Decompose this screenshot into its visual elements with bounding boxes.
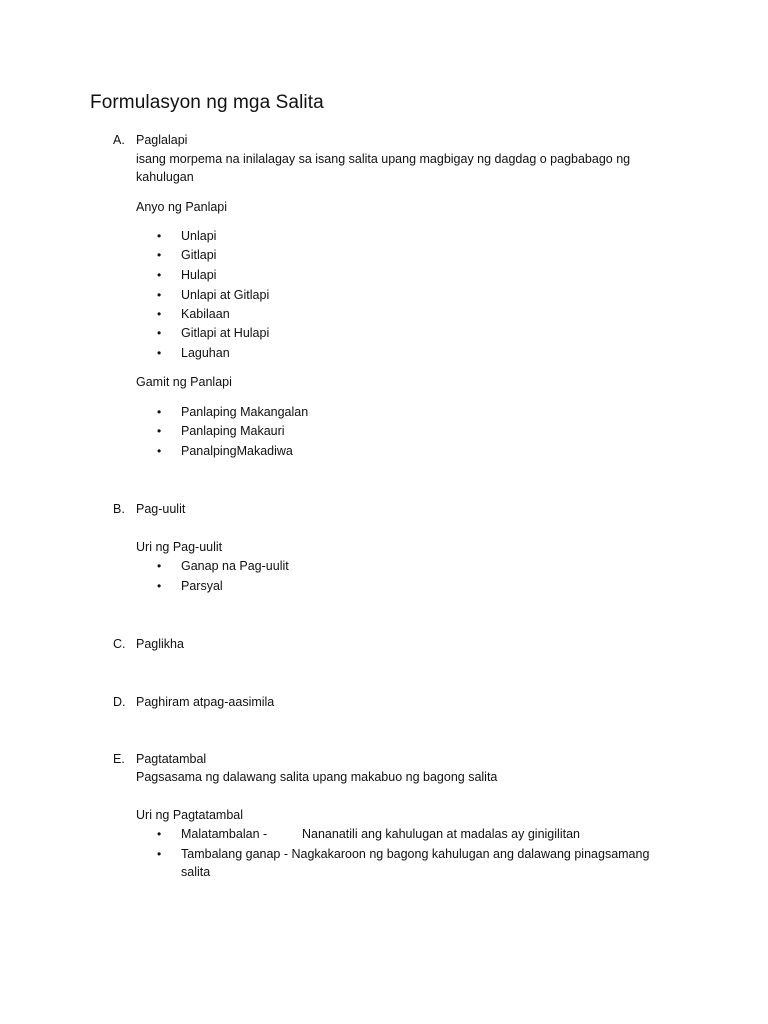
section-a-letter: A.	[113, 133, 125, 147]
list-item-description: Nananatili ang kahulugan at madalas ay ginigilitan	[302, 827, 580, 841]
list-item-term: Malatambalan -	[181, 827, 268, 841]
list-item: Gitlapi	[181, 248, 217, 262]
bullet-icon: •	[157, 248, 162, 262]
list-item-line2: salita	[181, 865, 211, 879]
list-item: PanalpingMakadiwa	[181, 444, 293, 458]
uri-pagtatambal-heading: Uri ng Pagtatambal	[136, 808, 244, 822]
section-c-letter: C.	[113, 637, 126, 651]
list-item: Laguhan	[181, 346, 230, 360]
bullet-icon: •	[157, 229, 162, 243]
bullet-icon: •	[157, 307, 162, 321]
uri-pag-uulit-heading: Uri ng Pag-uulit	[136, 540, 223, 554]
section-b-letter: B.	[113, 502, 125, 516]
document-title: Formulasyon ng mga Salita	[90, 92, 324, 113]
section-e-heading: Pagtatambal	[136, 752, 207, 766]
list-item: Parsyal	[181, 579, 223, 593]
section-a-definition-line1: isang morpema na inilalagay sa isang salita upang magbigay ng dagdag o pagbabago ng	[136, 152, 631, 166]
list-item: Panlaping Makauri	[181, 424, 285, 438]
section-e-definition: Pagsasama ng dalawang salita upang makabuo ng bagong salita	[136, 770, 498, 784]
list-item: Gitlapi at Hulapi	[181, 326, 270, 340]
list-item: Hulapi	[181, 268, 217, 282]
section-d-letter: D.	[113, 695, 126, 709]
section-c-heading: Paglikha	[136, 637, 184, 651]
section-a-definition-line2: kahulugan	[136, 170, 194, 184]
bullet-icon: •	[157, 346, 162, 360]
bullet-icon: •	[157, 444, 162, 458]
anyo-heading: Anyo ng Panlapi	[136, 200, 228, 214]
list-item: Unlapi at Gitlapi	[181, 288, 270, 302]
list-item: Ganap na Pag-uulit	[181, 559, 289, 573]
section-b-heading: Pag-uulit	[136, 502, 186, 516]
list-item: Panlaping Makangalan	[181, 405, 309, 419]
bullet-icon: •	[157, 559, 162, 573]
list-item: Kabilaan	[181, 307, 230, 321]
bullet-icon: •	[157, 579, 162, 593]
section-e-letter: E.	[113, 752, 125, 766]
bullet-icon: •	[157, 827, 162, 841]
bullet-icon: •	[157, 424, 162, 438]
bullet-icon: •	[157, 405, 162, 419]
bullet-icon: •	[157, 326, 162, 340]
bullet-icon: •	[157, 268, 162, 282]
gamit-heading: Gamit ng Panlapi	[136, 375, 232, 389]
bullet-icon: •	[157, 847, 162, 861]
list-item-line1: Tambalang ganap - Nagkakaroon ng bagong kahulugan ang dalawang pinagsamang	[181, 847, 650, 861]
list-item: Unlapi	[181, 229, 217, 243]
section-d-heading: Paghiram atpag-aasimila	[136, 695, 275, 709]
bullet-icon: •	[157, 288, 162, 302]
section-a-heading: Paglalapi	[136, 133, 188, 147]
